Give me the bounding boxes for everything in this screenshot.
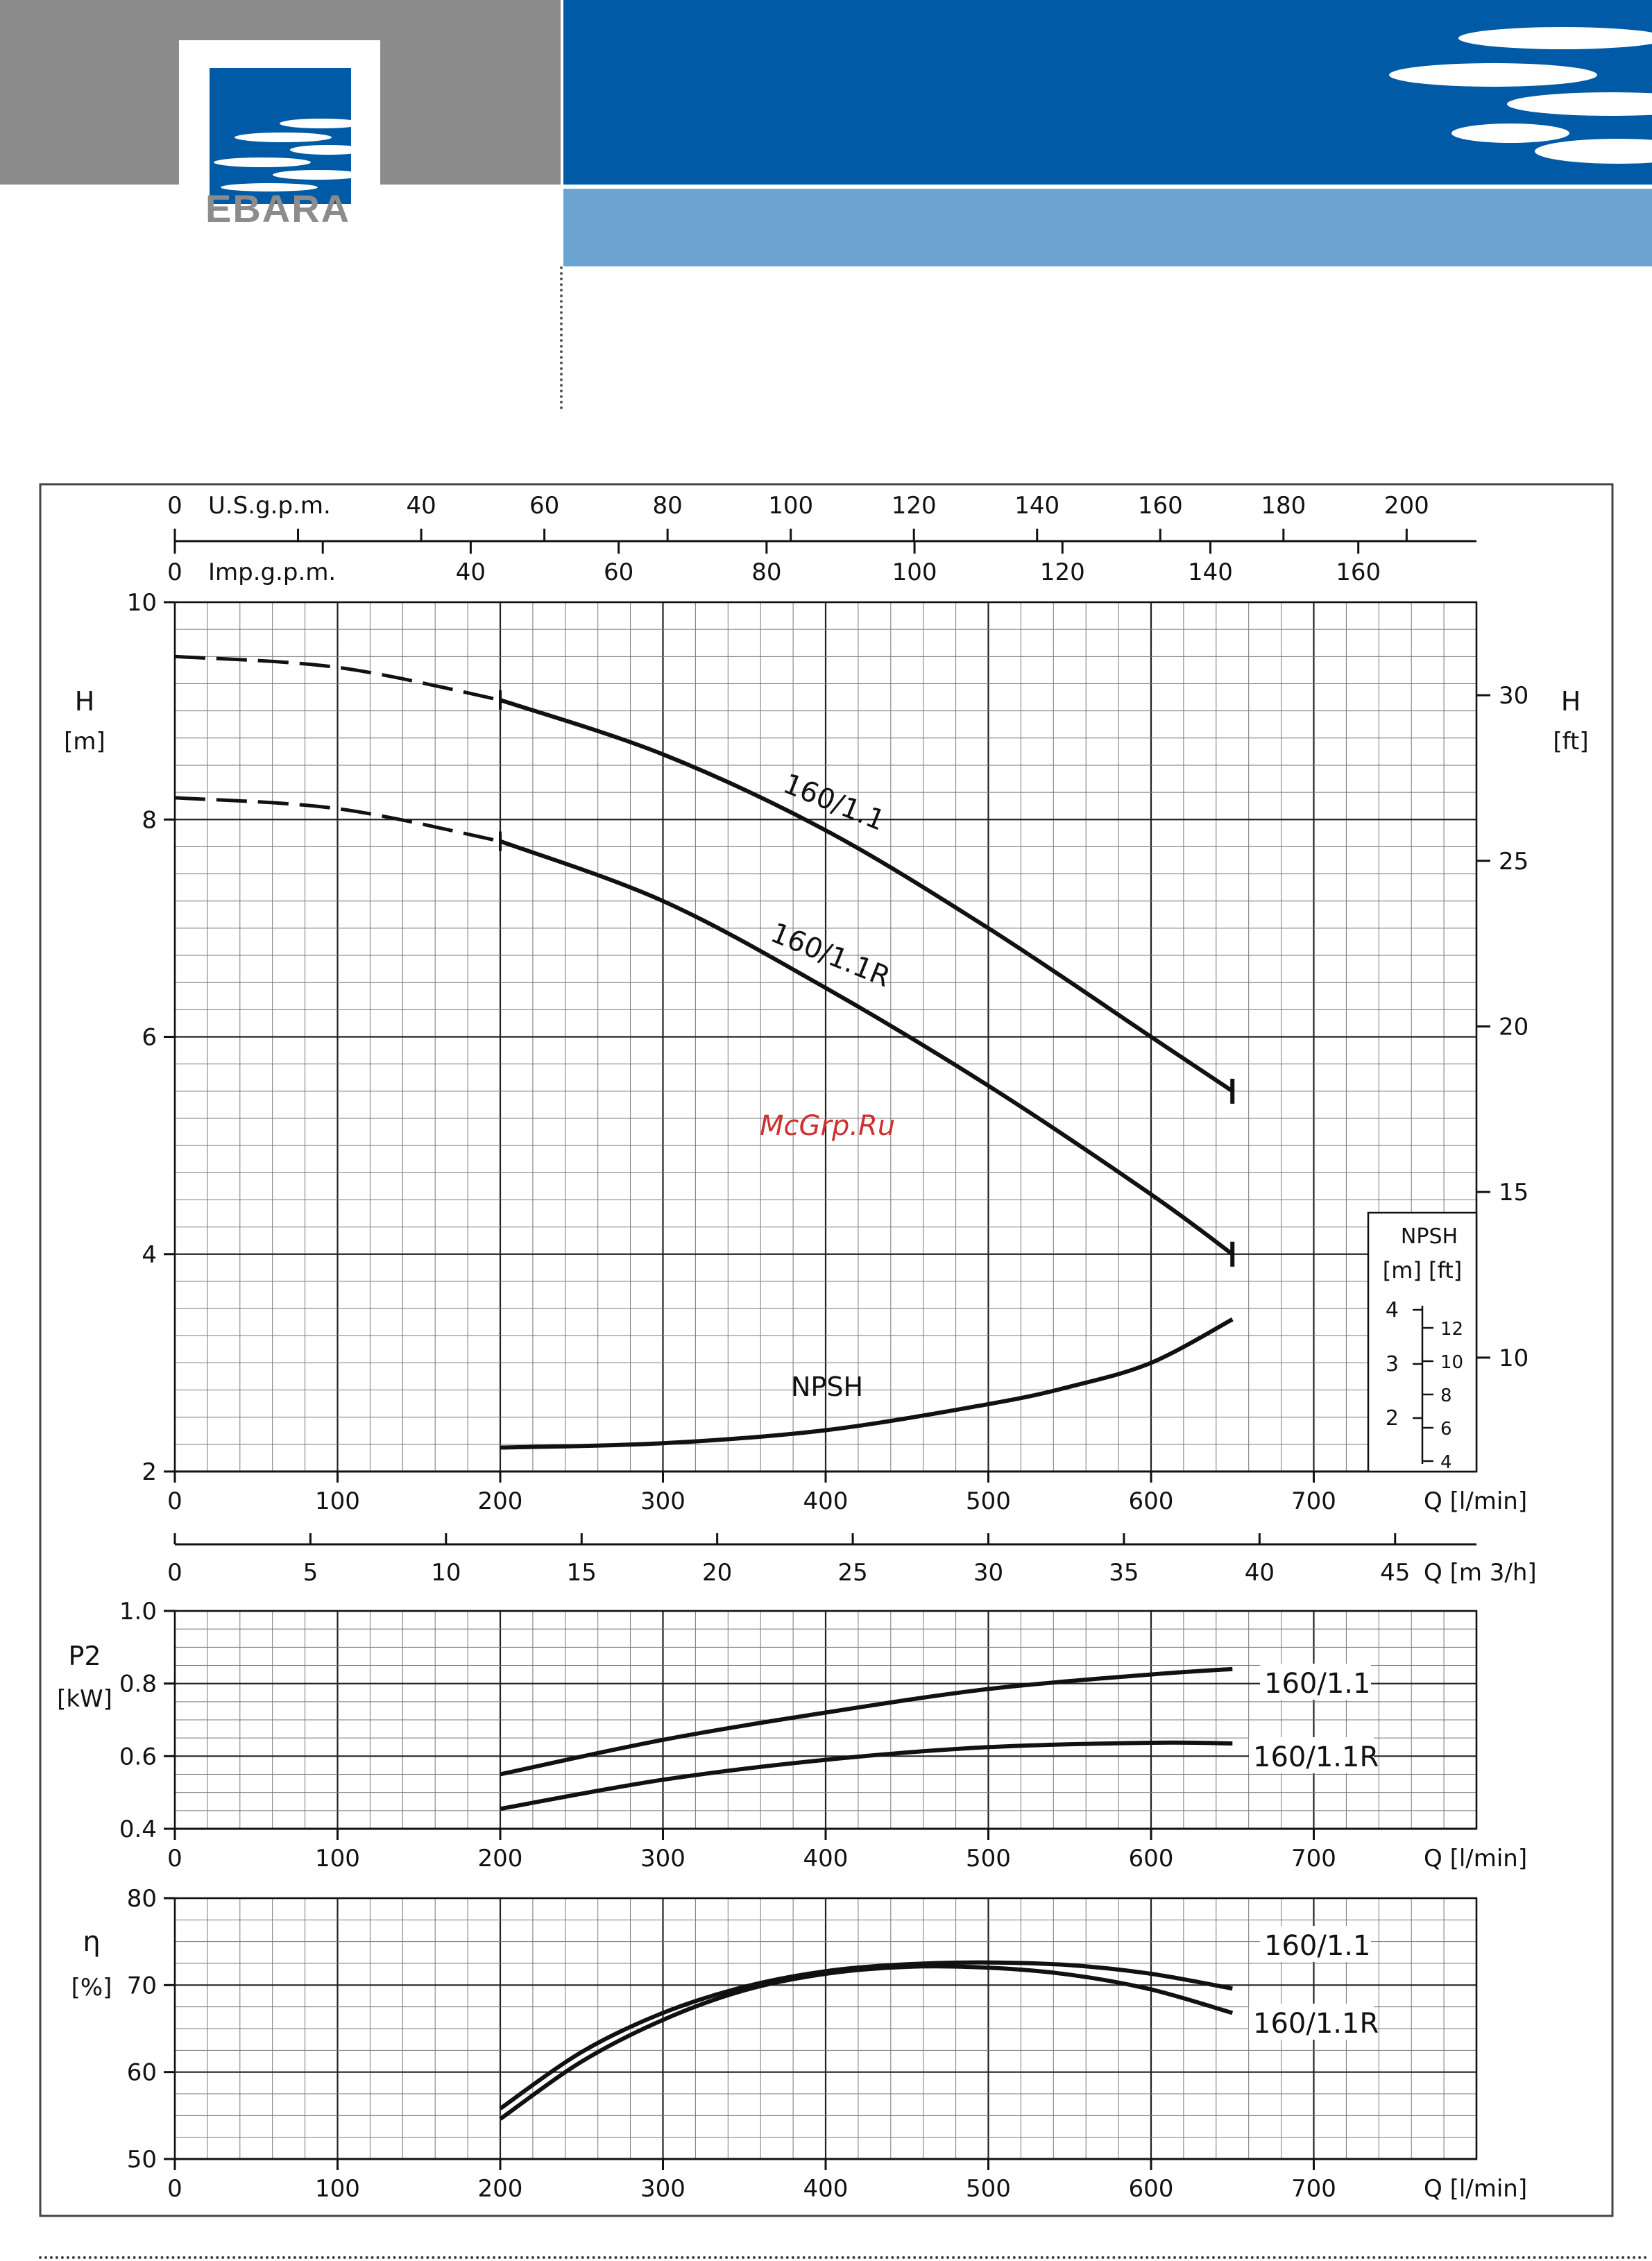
x-tick-label: 600	[1128, 1487, 1174, 1515]
y2-axis-label: H	[1560, 686, 1581, 717]
x-tick-label: 200	[477, 2175, 523, 2203]
y-tick-label: 6	[142, 1023, 157, 1052]
x-tick-label: 600	[1128, 1845, 1174, 1872]
series-label-npsh: NPSH	[791, 1372, 864, 1402]
series-160-1-1-line	[500, 700, 1232, 1091]
x-tick-label: 400	[803, 2175, 849, 2203]
x-tick-label: 100	[315, 1487, 360, 1515]
npsh-m-tick-label: 4	[1385, 1298, 1399, 1322]
npsh-ft-tick-label: 10	[1440, 1352, 1464, 1373]
usgpm-tick-label: 60	[529, 492, 560, 520]
footer-dotted-rule	[39, 2256, 1649, 2259]
npsh-ft-tick-label: 6	[1440, 1419, 1452, 1440]
y-tick-label: 60	[126, 2058, 157, 2087]
usgpm-tick-label: 180	[1261, 492, 1306, 520]
npsh-ft-tick-label: 8	[1440, 1385, 1452, 1406]
x-tick-label: 300	[640, 1845, 686, 1872]
y-tick-label: 10	[126, 589, 157, 617]
x-tick-label: 700	[1291, 2175, 1336, 2203]
y-tick-label: 0.8	[119, 1670, 157, 1698]
y2-tick-label: 15	[1499, 1179, 1529, 1207]
x-axis-unit: Q [l/min]	[1424, 1845, 1528, 1872]
usgpm-tick-label: 0	[167, 492, 182, 520]
y-tick-label: 0.4	[119, 1816, 157, 1843]
x-tick-label: 500	[966, 2175, 1011, 2203]
y-axis-label: H	[74, 686, 95, 717]
y2-tick-label: 30	[1499, 682, 1529, 710]
series-label-160-1-1r: 160/1.1R	[1253, 1741, 1379, 1773]
y-axis-unit: [m]	[64, 728, 105, 756]
x-tick-label: 200	[477, 1845, 523, 1872]
npsh-m-tick-label: 2	[1385, 1406, 1399, 1431]
x-tick-label: 500	[966, 1487, 1011, 1515]
impgpm-tick-label: 100	[892, 558, 937, 586]
npsh-ft-tick-label: 12	[1440, 1319, 1464, 1340]
x-tick-label: 600	[1128, 2175, 1174, 2203]
impgpm-tick-label: 120	[1039, 558, 1085, 586]
x-tick-label: 0	[167, 1845, 182, 1872]
usgpm-tick-label: 40	[406, 492, 436, 520]
m3h-axis	[167, 1533, 1536, 1587]
x-tick-label: 700	[1291, 1487, 1336, 1515]
y-tick-label: 50	[126, 2146, 157, 2174]
y-tick-label: 0.6	[119, 1743, 157, 1771]
x-tick-label: 300	[640, 1487, 686, 1515]
m3h-tick-label: 15	[566, 1559, 597, 1587]
m3h-tick-label: 25	[837, 1559, 868, 1587]
x-tick-label: 100	[315, 1845, 360, 1872]
y-tick-label: 2	[142, 1458, 157, 1486]
usgpm-tick-label: 160	[1137, 492, 1183, 520]
impgpm-tick-label: 140	[1188, 558, 1233, 586]
series-label-160-1-1: 160/1.1	[1264, 1930, 1371, 1962]
y-axis-label: η	[83, 1926, 101, 1958]
series-label-160-1-1: 160/1.1	[1264, 1668, 1371, 1700]
m3h-tick-label: 10	[431, 1559, 461, 1587]
impgpm-tick-label: 80	[751, 558, 782, 586]
x-tick-label: 0	[167, 1487, 182, 1515]
npsh-inset-title: NPSH	[1400, 1225, 1458, 1249]
watermark: McGrp.Ru	[760, 1110, 896, 1142]
y2-tick-label: 10	[1499, 1344, 1529, 1372]
usgpm-label: U.S.g.p.m.	[208, 492, 331, 520]
usgpm-tick-label: 80	[652, 492, 683, 520]
x-tick-label: 0	[167, 2175, 182, 2203]
impgpm-label: Imp.g.p.m.	[208, 558, 337, 586]
usgpm-tick-label: 100	[768, 492, 814, 520]
efficiency-chart	[71, 1885, 1528, 2203]
x-tick-label: 100	[315, 2175, 360, 2203]
x-tick-label: 400	[803, 1487, 849, 1515]
m3h-tick-label: 5	[303, 1559, 318, 1587]
x-tick-label: 400	[803, 1845, 849, 1872]
power-chart	[57, 1598, 1527, 1872]
m3h-unit: Q [m 3/h]	[1424, 1559, 1537, 1587]
impgpm-tick-label: 0	[167, 558, 182, 586]
m3h-tick-label: 45	[1380, 1559, 1411, 1587]
y-tick-label: 1.0	[119, 1598, 157, 1626]
series-160-1-1r-line	[500, 1966, 1232, 2119]
head-chart	[64, 589, 1588, 1515]
x-tick-label: 200	[477, 1487, 523, 1515]
series-npsh-line	[500, 1320, 1232, 1448]
m3h-tick-label: 35	[1109, 1559, 1139, 1587]
x-tick-label: 500	[966, 1845, 1011, 1872]
y-tick-label: 4	[142, 1240, 157, 1269]
usgpm-tick-label: 140	[1014, 492, 1060, 520]
brand-name: EBARA	[205, 187, 351, 230]
y2-tick-label: 20	[1499, 1013, 1529, 1041]
impgpm-tick-label: 160	[1336, 558, 1381, 586]
x-tick-label: 700	[1291, 1845, 1336, 1872]
series-160-1-1-line	[500, 1669, 1232, 1775]
series-label-160-1-1: 160/1.1	[778, 767, 889, 837]
y-axis-unit: [kW]	[57, 1685, 112, 1713]
npsh-ft-tick-label: 4	[1440, 1452, 1452, 1473]
x-tick-label: 300	[640, 2175, 686, 2203]
npsh-inset-units: [m] [ft]	[1382, 1257, 1463, 1283]
y2-axis-unit: [ft]	[1553, 728, 1589, 756]
m3h-tick-label: 0	[167, 1559, 182, 1587]
impgpm-tick-label: 60	[604, 558, 634, 586]
series-label-160-1-1r: 160/1.1R	[1253, 2008, 1379, 2040]
usgpm-tick-label: 120	[891, 492, 937, 520]
y-axis-unit: [%]	[71, 1974, 112, 2002]
y-tick-label: 80	[126, 1885, 157, 1913]
m3h-tick-label: 20	[702, 1559, 733, 1587]
m3h-tick-label: 40	[1244, 1559, 1275, 1587]
series-label-160-1-1r: 160/1.1R	[766, 916, 895, 994]
y2-tick-label: 25	[1499, 847, 1529, 876]
x-axis-unit: Q [l/min]	[1424, 1487, 1528, 1515]
x-axis-unit: Q [l/min]	[1424, 2175, 1528, 2203]
npsh-inset-scale	[1368, 1213, 1476, 1473]
y-axis-label: P2	[68, 1641, 101, 1671]
y-tick-label: 8	[142, 806, 157, 835]
flow-unit-axes	[167, 492, 1476, 586]
series-160-1-1r-line	[500, 842, 1232, 1254]
usgpm-tick-label: 200	[1383, 492, 1429, 520]
impgpm-tick-label: 40	[455, 558, 486, 586]
y-tick-label: 70	[126, 1972, 157, 2000]
m3h-tick-label: 30	[973, 1559, 1004, 1587]
npsh-m-tick-label: 3	[1385, 1352, 1399, 1376]
